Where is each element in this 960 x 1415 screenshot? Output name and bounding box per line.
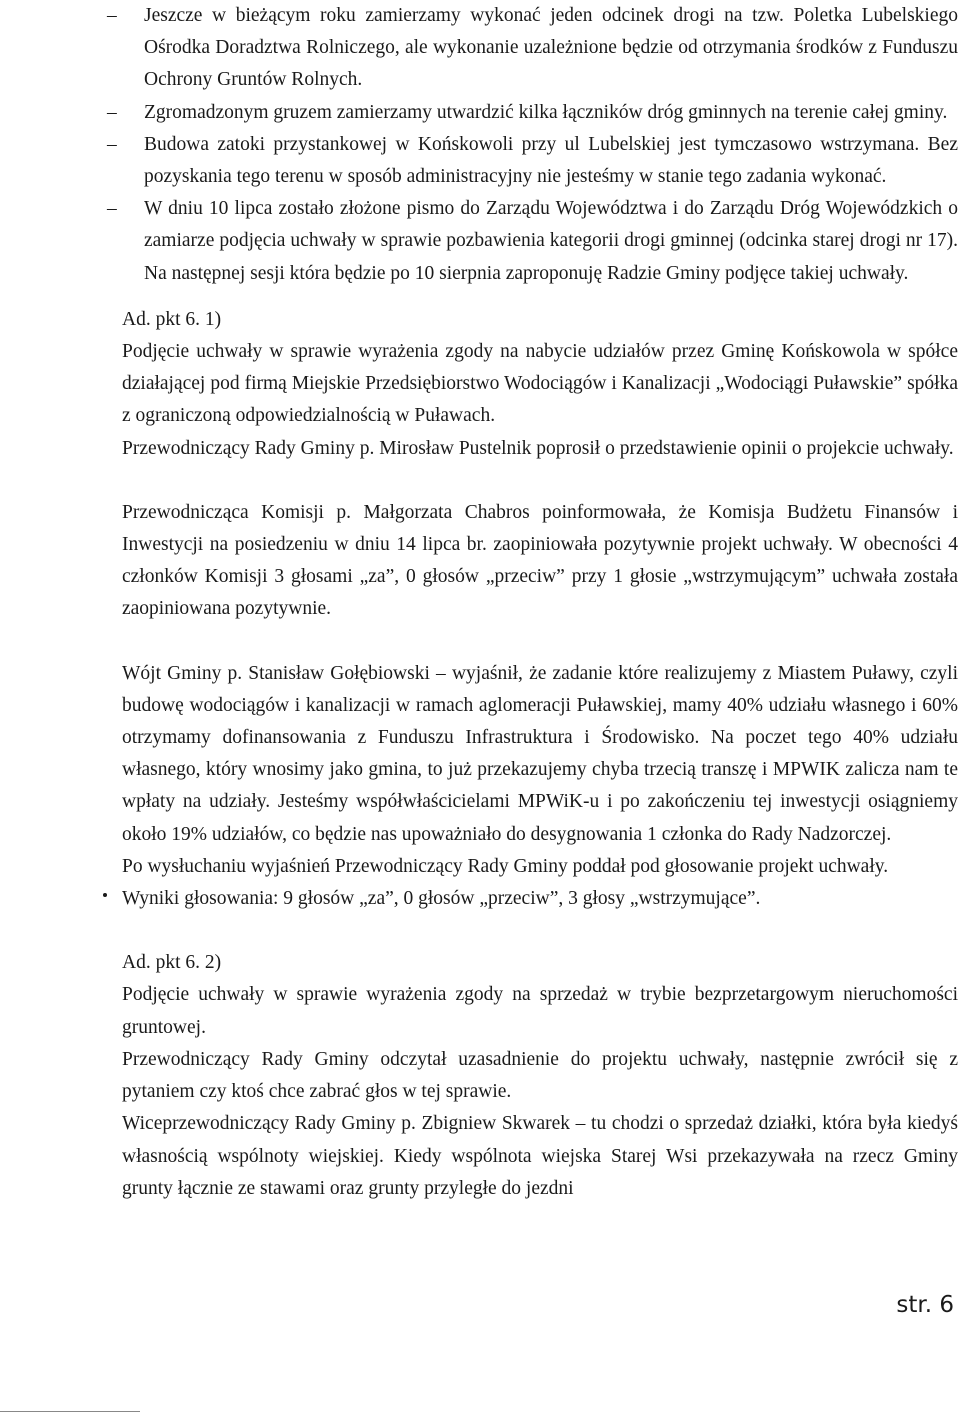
dash-marker: – [107, 133, 117, 155]
paragraph-committee-opinion: Przewodnicząca Komisji p. Małgorzata Chabros poinformowała, że Komisja Budżetu Finansów i Inwestycji na posiedzeniu w dniu 14 lipca br. zaopiniowała pozytywnie projekt uchwały. W obecności 4 członków Komisji 3 głosami „za”, 0 głosów „przeciw” przy 1 głosie „wstrzymującym” uchwała została zaopiniowana pozytywnie. [122, 501, 958, 620]
paragraph-resolution-title: Podjęcie uchwały w sprawie wyrażenia zgody na sprzedaż w trybie bezprzetargowym nieruchomości gruntowej. [122, 984, 958, 1038]
bullet-text: Budowa zatoki przystankowej w Końskowoli przy ul Lubelskiej jest tymczasowo wstrzymana. Bez pozyskania tego terenu w sposób administracyjny nie jesteśmy w stanie tego zadania wykonać. [144, 133, 958, 188]
dash-marker: – [107, 5, 117, 26]
page-number: str. 6 [896, 1292, 954, 1318]
section-heading-6-2: Ad. pkt 6. 2) [122, 952, 222, 974]
margin-dot [103, 893, 107, 897]
bottom-rule [0, 1411, 140, 1412]
bullet-text: Jeszcze w bieżącym roku zamierzamy wykonać jeden odcinek drogi na tzw. Poletka Lubelskiego Ośrodka Doradztwa Rolniczego, ale wykonanie uzależnione będzie od otrzymania środków z Funduszu Ochrony Gruntów Rolnych. [144, 5, 958, 91]
document-body [107, 0, 958, 1205]
bullet-text: Zgromadzonym gruzem zamierzamy utwardzić kilka łączników dróg gminnych na terenie całej gminy. [144, 101, 948, 123]
paragraph-chairman-reading: Przewodniczący Rady Gminy odczytał uzasadnienie do projektu uchwały, następnie zwrócił się z pytaniem czy ktoś chce zabrać głos w tej sprawie. [122, 1048, 958, 1103]
paragraph-gap [122, 465, 958, 497]
bullet-text: W dniu 10 lipca zostało złożone pismo do Zarządu Województwa i do Zarządu Dróg Wojewódzkich o zamiarze podjęcia uchwały w sprawie pozbawienia kategorii drogi gminnej (odcinka starej drogi nr 17). Na następnej sesji która będzie po 10 sierpnia zaproponuję Radzie Gminy podjęce takiej uchwały. [144, 198, 958, 284]
paragraph-mayor-explanation: Wójt Gminy p. Stanisław Gołębiowski – wyjaśnił, że zadanie które realizujemy z Miastem Puławy, czyli budowę wodociągów i kanalizacji w ramach aglomeracji Puławskiej, mamy 40% udziału własnego i 60% otrzymamy dofinansowania z Funduszu Infrastruktura i Środowisko. Na poczet tego 40% udziału własnego, który wnosimy jako gmina, to już przekazujemy chyba trzecią transzę i MPWIK zalicza nam te wpłaty na udziały. Jesteśmy współwłaścicielami MPWiK-u i po zakończeniu tej inwestycji osiągniemy około 19% udziałów, co będzie nas upoważniało do desygnowania 1 członka do Rady Nadzorczej. [122, 662, 958, 845]
paragraph-resolution-title: Podjęcie uchwały w sprawie wyrażenia zgody na nabycie udziałów przez Gminę Końskowola w spółce działającej pod firmą Miejskie Przedsiębiorstwo Wodociągów i Kanalizacji „Wodociągi Puławskie” spółka z ograniczoną odpowiedzialnością w Puławach. [122, 341, 958, 427]
list-item [44, 129, 958, 193]
list-item [44, 97, 958, 129]
paragraph-vote-results: Wyniki głosowania: 9 głosów „za”, 0 głosów „przeciw”, 3 głosy „wstrzymujące”. [122, 888, 761, 910]
paragraph-gap [122, 915, 958, 947]
paragraph-vote-call: Po wysłuchaniu wyjaśnień Przewodniczący Rady Gminy poddał pod głosowanie projekt uchwały. [122, 855, 889, 877]
paragraph-chairman-request: Przewodniczący Rady Gminy p. Mirosław Pustelnik poprosił o przedstawienie opinii o projekcie uchwały. [122, 437, 954, 459]
paragraph-gap [122, 626, 958, 658]
dash-marker: – [107, 101, 117, 123]
section-heading-6-1: Ad. pkt 6. 1) [122, 308, 222, 330]
bullet-list [107, 0, 958, 290]
dash-marker: – [107, 198, 117, 220]
list-item [44, 193, 958, 290]
paragraph-vice-chairman: Wiceprzewodniczący Rady Gminy p. Zbigniew Skwarek – tu chodzi o sprzedaż działki, która była kiedyś własnością wspólnoty wiejskiej. Kiedy wspólnota wiejska Starej Wsi przekazywała na rzecz Gminy grunty łącznie ze stawami oraz grunty przyległe do jezdni [122, 1113, 958, 1199]
list-item [44, 0, 958, 97]
